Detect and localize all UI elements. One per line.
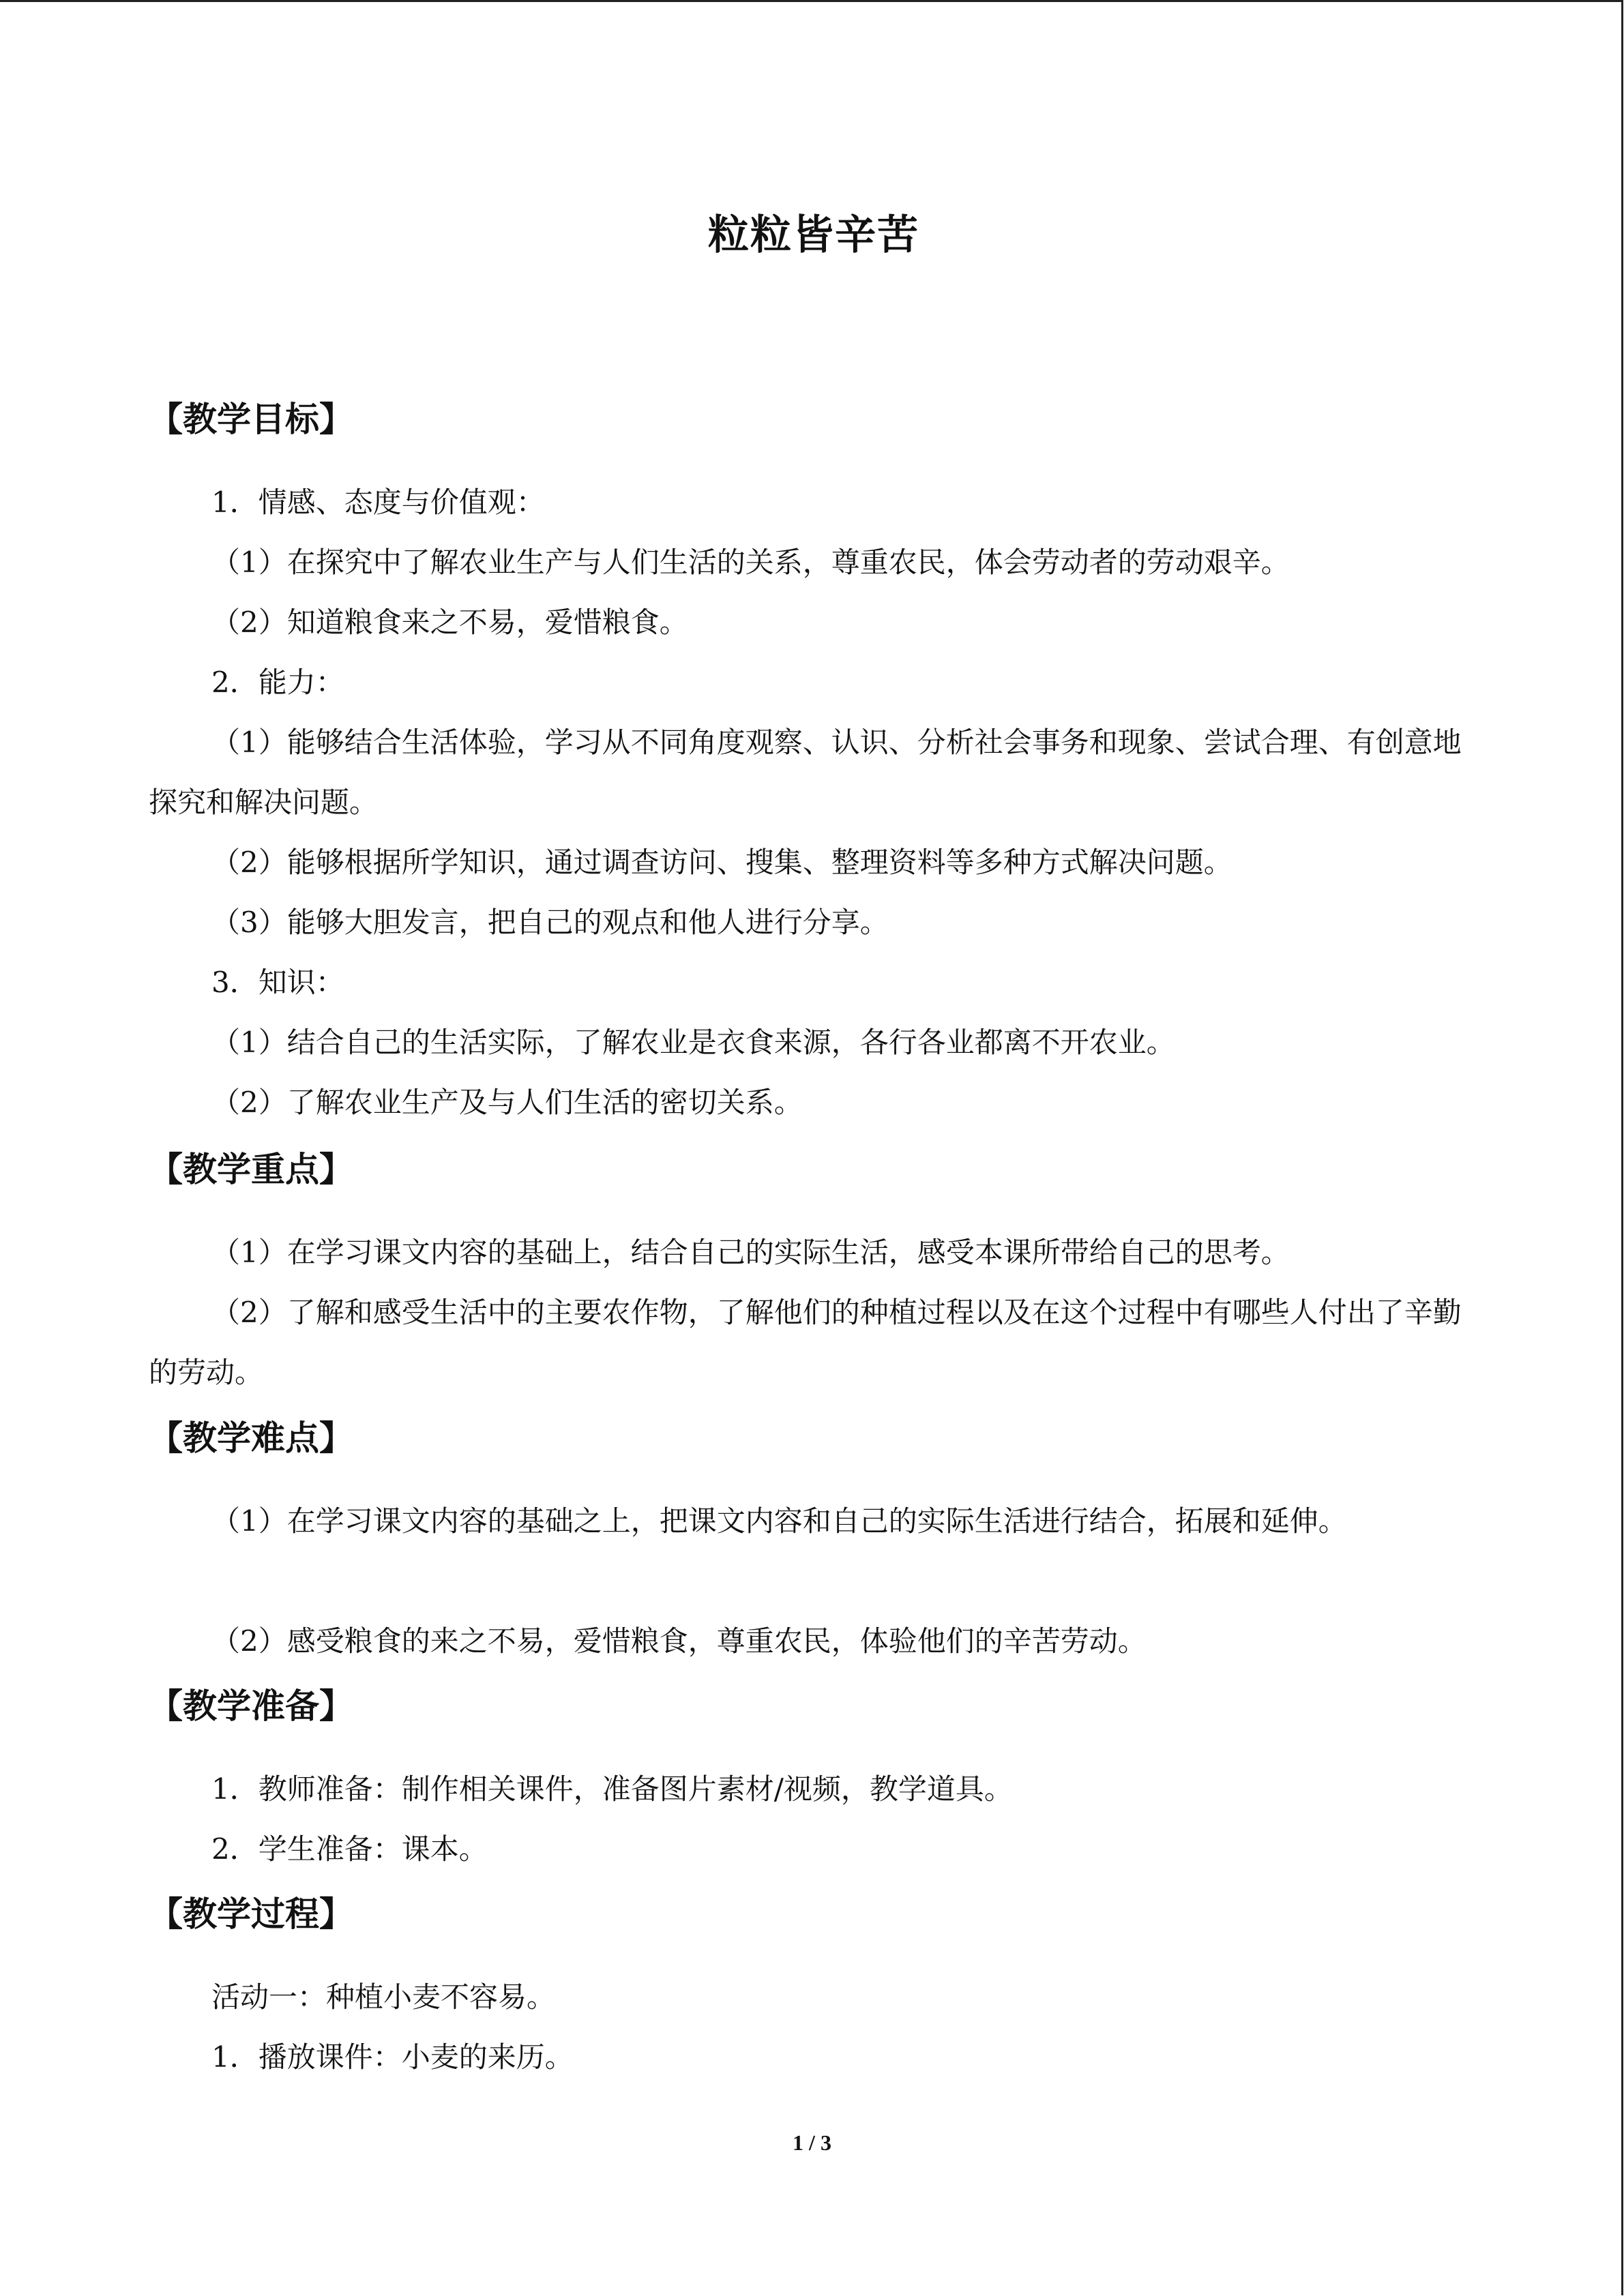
section-heading-preparation: 【教学准备】 [149,1686,353,1726]
section-heading-process: 【教学过程】 [149,1894,353,1934]
objectives-line: 2．能力： [211,666,344,699]
preparation-line: 2．学生准备：课本。 [211,1832,488,1866]
section-heading-difficulties: 【教学难点】 [149,1418,353,1458]
process-line: 1．播放课件：小麦的来历。 [211,2040,574,2074]
difficulties-line: （1）在学习课文内容的基础之上，把课文内容和自己的实际生活进行结合，拓展和延伸。 [211,1504,1347,1538]
objectives-line: （1）结合自己的生活实际，了解农业是衣食来源，各行各业都离不开农业。 [211,1026,1175,1059]
objectives-line: （1）在探究中了解农业生产与人们生活的关系，尊重农民，体会劳动者的劳动艰辛。 [211,546,1290,579]
page-number: 1 / 3 [793,2130,831,2155]
key-points-line: （2）了解和感受生活中的主要农作物，了解他们的种植过程以及在这个过程中有哪些人付出了辛勤的劳动。 [149,1296,1462,1389]
section-heading-objectives: 【教学目标】 [149,400,353,439]
objectives-line: （2）了解农业生产及与人们生活的密切关系。 [211,1086,803,1119]
difficulties-line: （2）感受粮食的来之不易，爱惜粮食，尊重农民，体验他们的辛苦劳动。 [211,1624,1147,1658]
objectives-line: （2）知道粮食来之不易，爱惜粮食。 [211,606,688,639]
objectives-line: （3）能够大胆发言，把自己的观点和他人进行分享。 [211,906,889,939]
key-points-line: （1）在学习课文内容的基础上，结合自己的实际生活，感受本课所带给自己的思考。 [211,1236,1290,1269]
objectives-line: （2）能够根据所学知识，通过调查访问、搜集、整理资料等多种方式解决问题。 [211,846,1232,879]
section-heading-key-points: 【教学重点】 [149,1150,353,1189]
objectives-line: 1．情感、态度与价值观： [211,486,545,519]
objectives-line: 3．知识： [211,966,344,999]
document-title: 粒粒皆辛苦 [708,211,919,259]
preparation-line: 1．教师准备：制作相关课件，准备图片素材/视频，教学道具。 [211,1772,1013,1806]
objectives-line: （1）能够结合生活体验，学习从不同角度观察、认识、分析社会事务和现象、尝试合理、有创意地探究和解决问题。 [149,726,1462,819]
process-line: 活动一：种植小麦不容易。 [211,1980,556,2014]
